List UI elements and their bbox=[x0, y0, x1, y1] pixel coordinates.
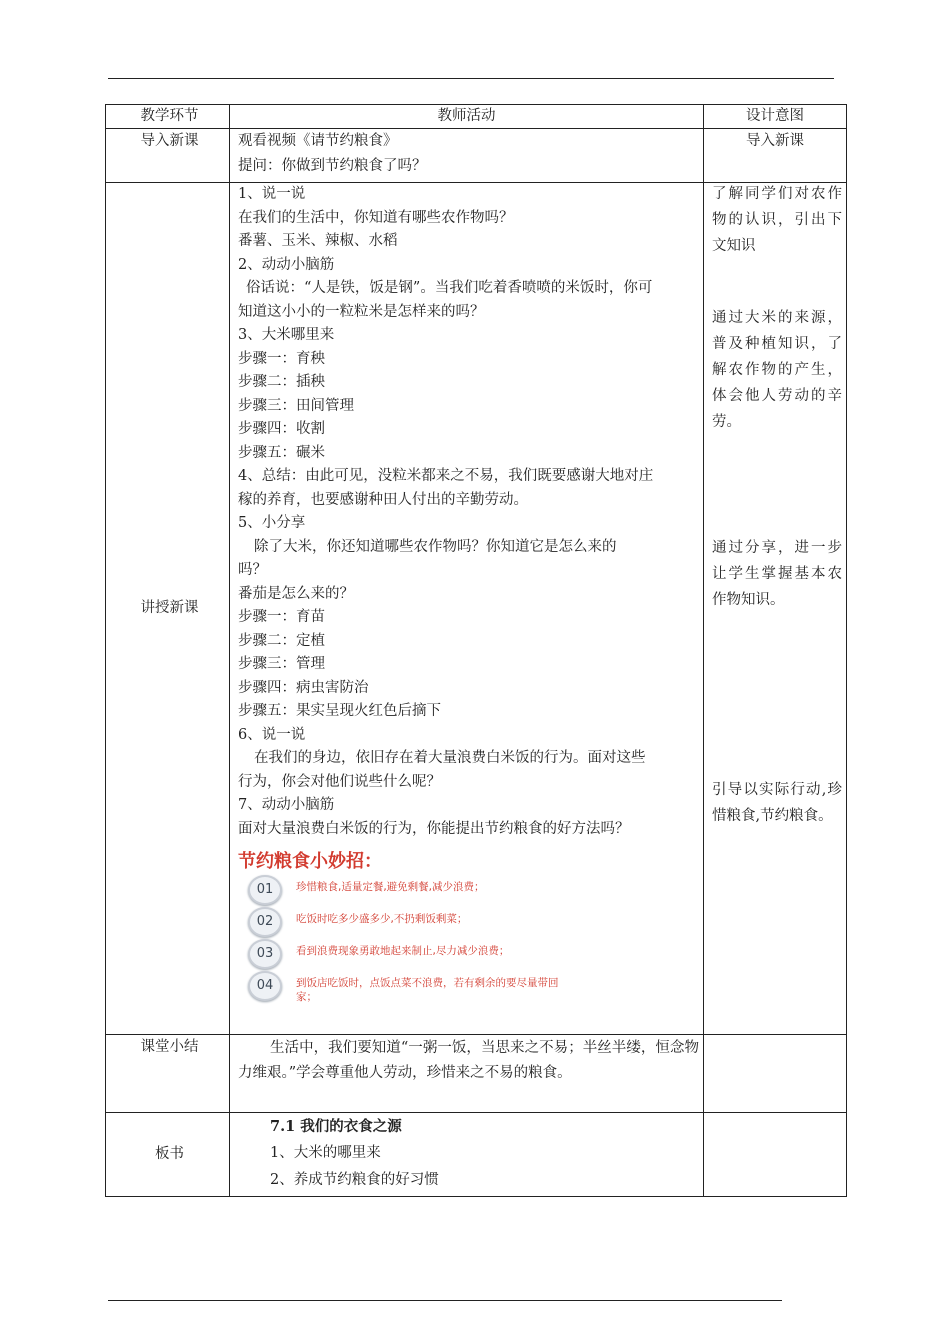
tip-text: 到饭店吃饭时，点饭点菜不浪费，若有剩余的要尽量带回家； bbox=[296, 977, 559, 1003]
teach-line: 3、大米哪里来 bbox=[238, 327, 335, 343]
intro-stage: 导入新课 bbox=[106, 129, 230, 183]
teach-line: 步骤五：果实呈现火红色后摘下 bbox=[238, 703, 441, 719]
footer-rule bbox=[108, 1300, 782, 1301]
lesson-plan-table bbox=[105, 104, 847, 1197]
teach-activity bbox=[230, 183, 704, 1035]
teach-line: 吗？ bbox=[238, 562, 267, 578]
tip-item bbox=[238, 971, 699, 1003]
teach-line: 步骤四：收割 bbox=[238, 421, 325, 437]
teach-line: 步骤一：育秧 bbox=[238, 350, 325, 367]
intent-block-3: 通过分享，进一步让学生掌握基本农作物知识。 bbox=[712, 540, 842, 608]
intent-block-4: 引导以实际行动,珍惜粮食,节约粮食。 bbox=[712, 782, 842, 824]
teach-line: 步骤三：管理 bbox=[238, 656, 325, 672]
tip-text: 珍惜粮食,适量定餐,避免剩餐,减少浪费； bbox=[296, 881, 485, 893]
teach-line: 行为，你会对他们说些什么呢？ bbox=[238, 773, 441, 790]
row-intro bbox=[106, 129, 847, 183]
teach-line: 番茄是怎么来的？ bbox=[238, 585, 354, 602]
summary-intent bbox=[704, 1035, 847, 1113]
teach-line: 7、动动小脑筋 bbox=[238, 797, 335, 813]
tip-text: 看到浪费现象勇敢地起来制止,尽力减少浪费； bbox=[296, 945, 510, 957]
teach-line: 2、动动小脑筋 bbox=[238, 256, 335, 273]
intent-block-1: 了解同学们对农作物的认识，引出下文知识 bbox=[712, 186, 842, 254]
teach-line: 步骤二：插秧 bbox=[238, 374, 325, 390]
teach-line: 6、说一说 bbox=[238, 726, 306, 743]
tips-title: 节约粮食小妙招： bbox=[238, 851, 382, 872]
tip-number: 02 bbox=[248, 907, 282, 937]
header-stage: 教学环节 bbox=[106, 105, 230, 129]
tip-number: 03 bbox=[248, 939, 282, 969]
board-intent bbox=[704, 1113, 847, 1197]
board-item: 1、大米的哪里来 bbox=[270, 1145, 381, 1161]
teach-line: 知道这小小的一粒粒米是怎样来的吗？ bbox=[238, 303, 485, 320]
row-teach bbox=[106, 183, 847, 1035]
teach-line: 面对大量浪费白米饭的行为，你能提出节约粮食的好方法吗？ bbox=[238, 820, 630, 837]
tip-number: 01 bbox=[248, 875, 282, 905]
tip-number: 04 bbox=[248, 971, 282, 1001]
teach-line: 步骤四：病虫害防治 bbox=[238, 679, 369, 696]
teach-line: 在我们的身边，依旧存在着大量浪费白米饭的行为。面对这些 bbox=[254, 750, 646, 766]
intro-activity bbox=[230, 129, 704, 183]
summary-activity: 生活中，我们要知道“一粥一饭，当思来之不易；半丝半缕，恒念物力维艰。”学会尊重他人劳动，珍惜来之不易的粮食。 bbox=[230, 1035, 704, 1113]
teach-line: 除了大米，你还知道哪些农作物吗？你知道它是怎么来的 bbox=[254, 538, 617, 555]
teach-line: 步骤三：田间管理 bbox=[238, 397, 354, 414]
header-activity: 教师活动 bbox=[230, 105, 704, 129]
teach-line: 步骤一：育苗 bbox=[238, 609, 325, 625]
board-item: 2、养成节约粮食的好习惯 bbox=[270, 1172, 439, 1188]
teach-line: 4、总结：由此可见，没粒米都来之不易，我们既要感谢大地对庄 bbox=[238, 468, 654, 484]
intro-line-2: 提问：你做到节约粮食了吗？ bbox=[238, 158, 427, 174]
tips-graphic bbox=[238, 849, 699, 1003]
row-board bbox=[106, 1113, 847, 1197]
intent-block-2: 通过大米的来源，普及种植知识，了解农作物的产生，体会他人劳动的辛劳。 bbox=[712, 310, 842, 430]
teach-line: 步骤二：定植 bbox=[238, 632, 325, 649]
teach-line: 俗话说：“人是铁，饭是钢”。当我们吃着香喷喷的米饭时，你可 bbox=[246, 280, 653, 296]
intro-intent: 导入新课 bbox=[704, 129, 847, 183]
intro-line-1: 观看视频《请节约粮食》 bbox=[238, 133, 398, 149]
teach-line: 在我们的生活中，你知道有哪些农作物吗？ bbox=[238, 209, 514, 226]
teach-intent bbox=[704, 183, 847, 1035]
row-summary bbox=[106, 1035, 847, 1113]
board-title: 7.1 我们的衣食之源 bbox=[270, 1118, 402, 1135]
tip-text: 吃饭时吃多少盛多少,不扔剩饭剩菜； bbox=[296, 913, 468, 925]
header-intent: 设计意图 bbox=[704, 105, 847, 129]
teach-line: 稼的养育，也要感谢种田人付出的辛勤劳动。 bbox=[238, 491, 528, 508]
board-stage: 板书 bbox=[106, 1113, 230, 1197]
tip-item bbox=[238, 875, 699, 907]
teach-stage: 讲授新课 bbox=[106, 183, 230, 1035]
teach-line: 5、小分享 bbox=[238, 515, 306, 531]
teach-line: 步骤五：碾米 bbox=[238, 444, 325, 461]
header-rule bbox=[108, 78, 834, 79]
board-content bbox=[230, 1113, 704, 1197]
teach-line: 番薯、玉米、辣椒、水稻 bbox=[238, 233, 398, 249]
teach-line: 1、说一说 bbox=[238, 186, 306, 202]
summary-stage: 课堂小结 bbox=[106, 1035, 230, 1113]
header-row bbox=[106, 105, 847, 129]
tip-item bbox=[238, 939, 699, 971]
tip-item bbox=[238, 907, 699, 939]
